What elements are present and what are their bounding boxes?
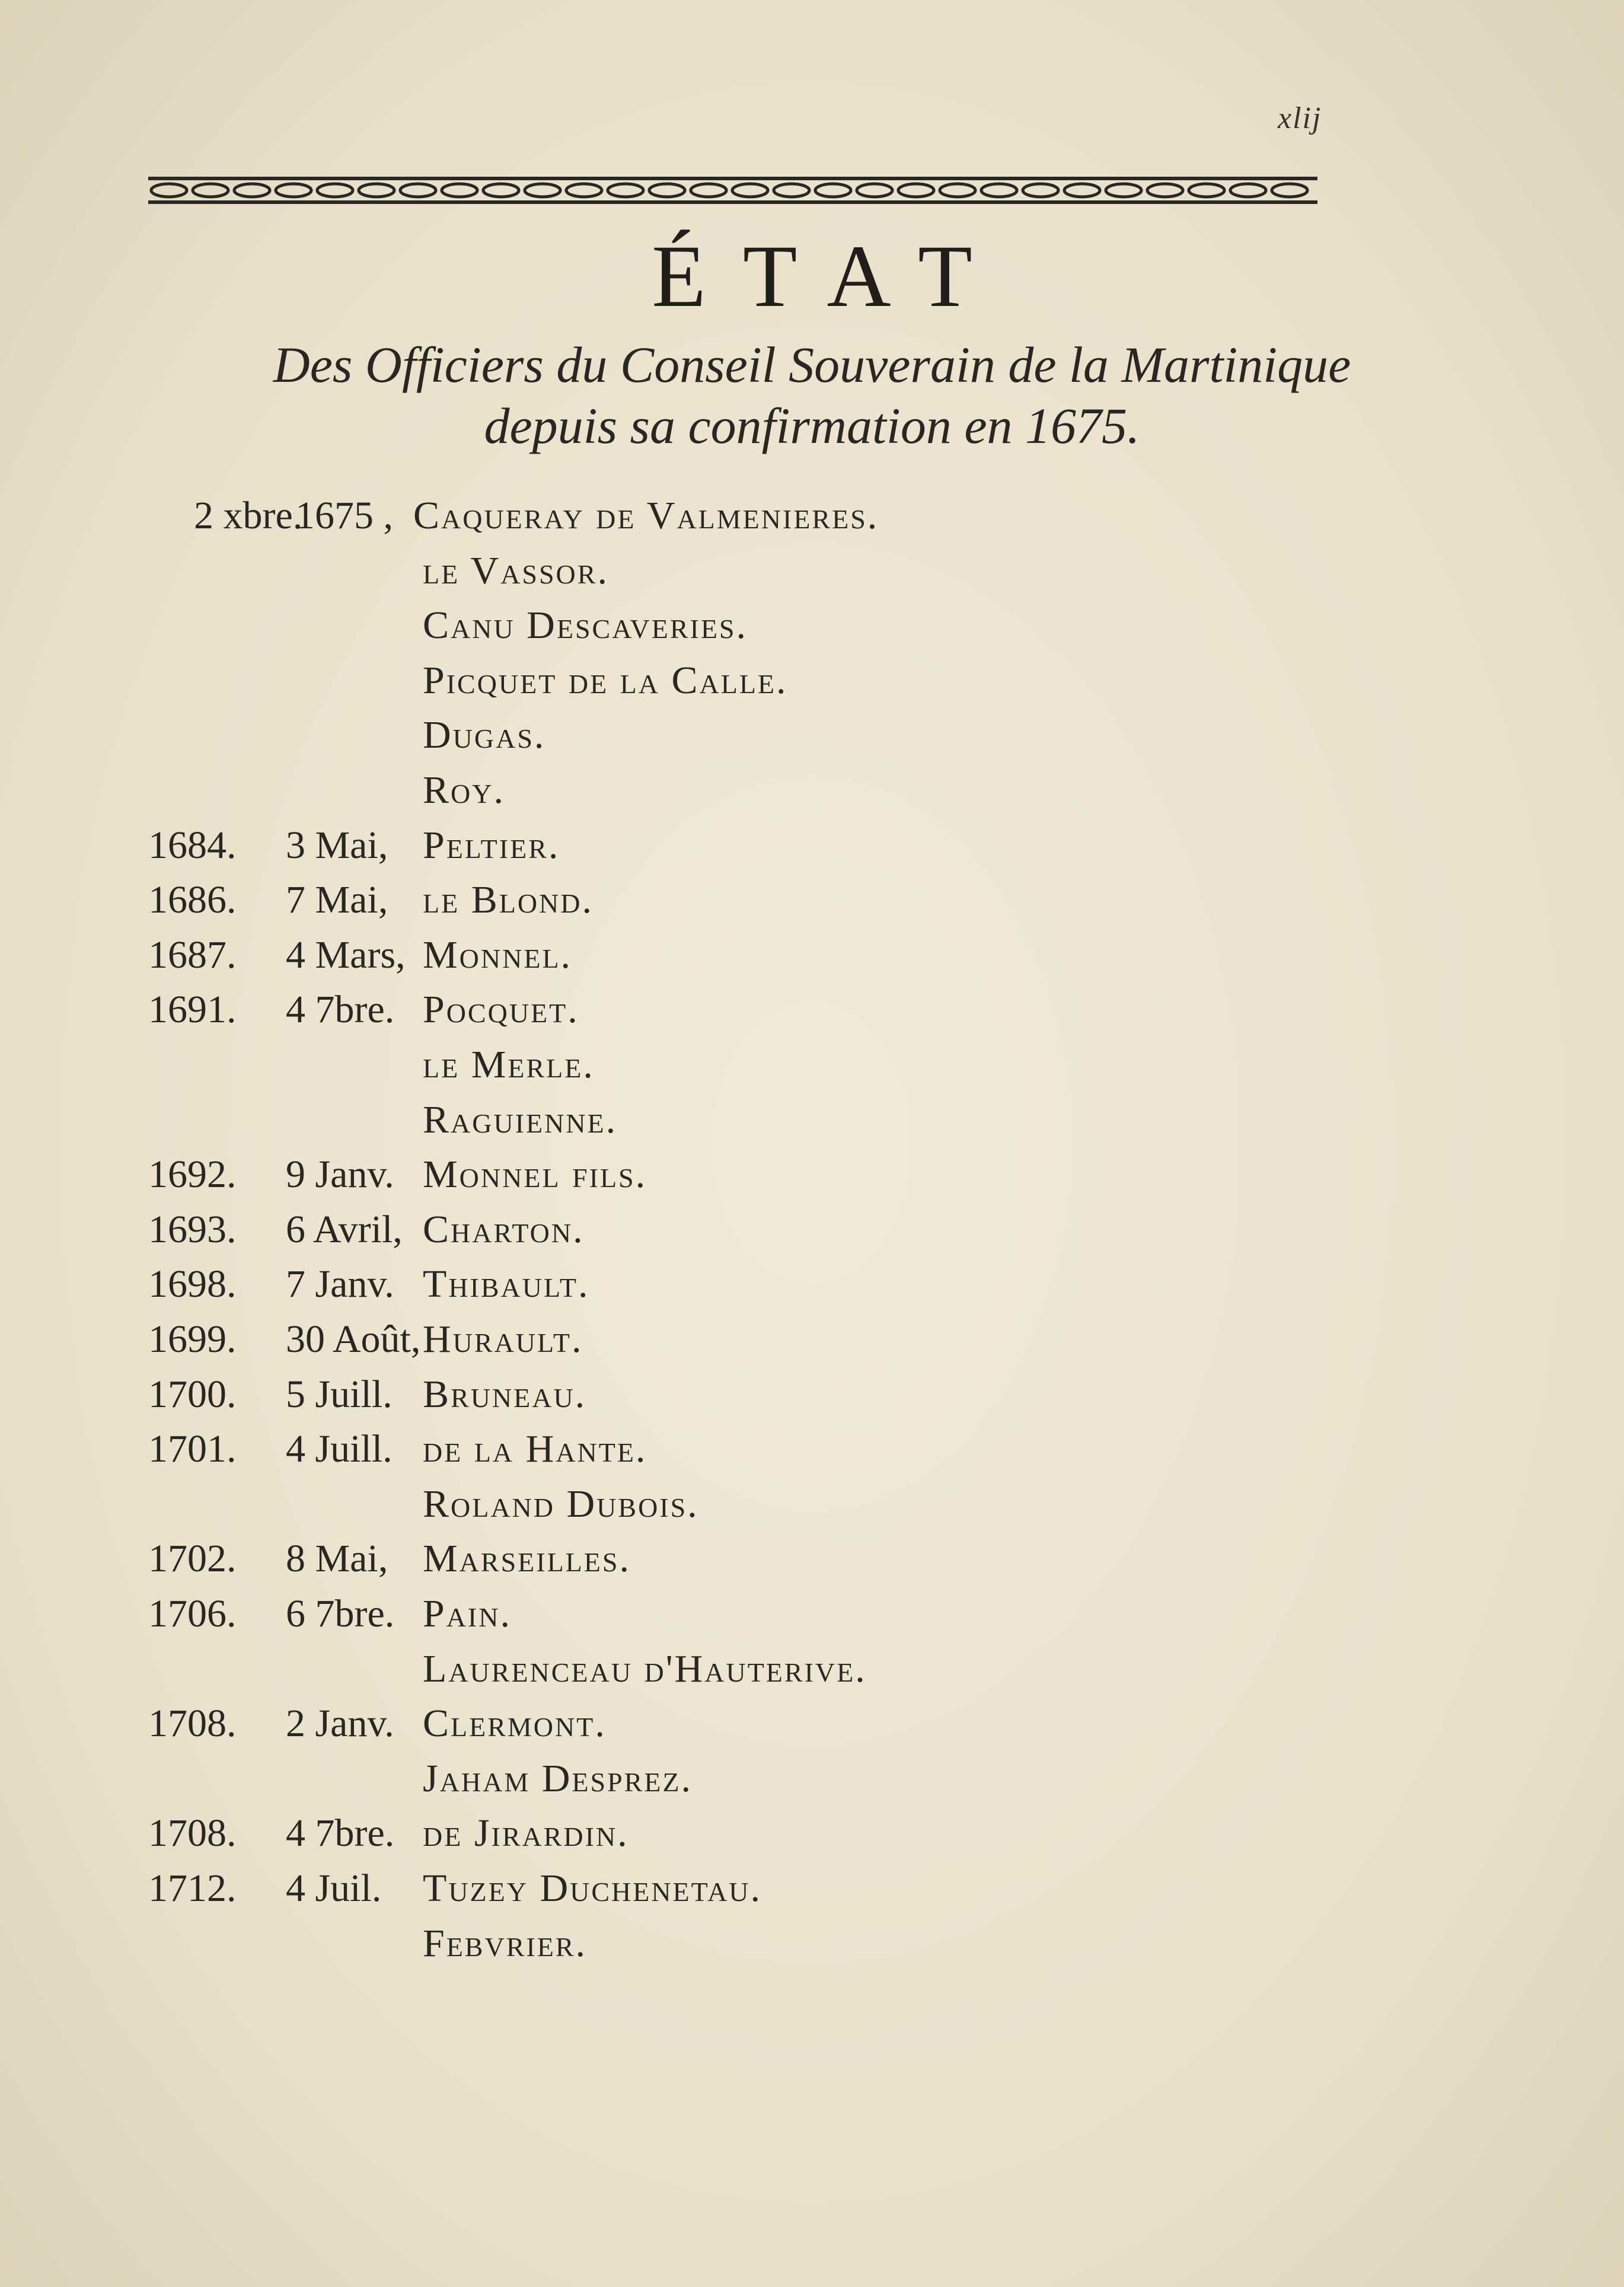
entry-date: 8 Mai,: [286, 1537, 388, 1580]
entry-name: Pain.: [423, 1592, 512, 1635]
officer-entry: [0, 713, 1624, 770]
entry-year: 1708.: [148, 1702, 237, 1745]
entry-name: Canu Descaveries.: [423, 604, 748, 647]
entry-name: Clermont.: [423, 1702, 607, 1745]
page-title: ÉTAT: [652, 227, 1009, 326]
entry-date: 7 Mai,: [286, 878, 388, 921]
page-number: xlij: [1278, 101, 1322, 135]
entry-name: Febvrier.: [423, 1922, 587, 1965]
officer-entry: [0, 987, 1624, 1044]
entry-name: Roland Dubois.: [423, 1482, 699, 1526]
entry-name: de la Hante.: [423, 1427, 647, 1471]
entry-year: 1686.: [148, 878, 237, 921]
entry-name: Monnel fils.: [423, 1153, 647, 1196]
officer-entry: [0, 1591, 1624, 1648]
officer-entry: [0, 933, 1624, 990]
entry-name: le Merle.: [423, 1043, 595, 1086]
officer-entry: [0, 1262, 1624, 1319]
officer-entry: [0, 1647, 1624, 1704]
entry-year: 1675 ,: [295, 494, 393, 537]
entry-year: 1708.: [148, 1811, 237, 1855]
entry-year: 1712.: [148, 1867, 237, 1910]
entry-date: 4 7bre.: [286, 1811, 395, 1855]
entry-date: 3 Mai,: [286, 824, 388, 867]
entry-name: Bruneau.: [423, 1373, 587, 1416]
entry-name: Jaham Desprez.: [423, 1757, 693, 1800]
entry-date: 4 Juil.: [286, 1867, 382, 1910]
officer-entry: [0, 1756, 1624, 1813]
officer-entry: [0, 603, 1624, 660]
entry-name: de Jirardin.: [423, 1811, 629, 1855]
officer-entry: [0, 1042, 1624, 1099]
entry-name: Charton.: [423, 1208, 585, 1251]
officer-entry: [0, 1921, 1624, 1978]
entry-name: le Vassor.: [423, 549, 609, 592]
entry-name: Marseilles.: [423, 1537, 631, 1580]
officer-entry: [0, 548, 1624, 605]
officer-entry: [0, 493, 1624, 550]
entry-name: le Blond.: [423, 878, 594, 921]
ornamental-border: [148, 173, 1317, 208]
entry-year: 1706.: [148, 1592, 237, 1635]
entry-date: 6 7bre.: [286, 1592, 395, 1635]
entry-date: 6 Avril,: [286, 1208, 403, 1251]
entry-date: 4 Juill.: [286, 1427, 393, 1471]
entry-year: 1702.: [148, 1537, 237, 1580]
officer-entry: [0, 1098, 1624, 1154]
entry-year: 1687.: [148, 933, 237, 977]
entry-date: 4 Mars,: [286, 933, 406, 977]
officer-entry: [0, 1536, 1624, 1593]
entry-name: Laurenceau d'Hauterive.: [423, 1647, 867, 1690]
officer-entry: [0, 1317, 1624, 1374]
entry-year: 1698.: [148, 1262, 237, 1306]
subtitle-line-2: depuis sa confirmation en 1675.: [484, 397, 1140, 454]
entry-name: Monnel.: [423, 933, 573, 977]
officer-entry: [0, 1811, 1624, 1868]
entry-year: 1699.: [148, 1318, 237, 1361]
entry-year: 1691.: [148, 988, 237, 1031]
entry-name: Raguienne.: [423, 1098, 618, 1141]
officer-entry: [0, 1866, 1624, 1923]
officer-entry: [0, 768, 1624, 825]
entry-name: Hurault.: [423, 1318, 583, 1361]
entry-date: 2 xbre.: [194, 494, 303, 537]
entry-date: 4 7bre.: [286, 988, 395, 1031]
entry-name: Picquet de la Calle.: [423, 659, 788, 702]
officer-entry: [0, 1152, 1624, 1209]
officer-entry: [0, 1427, 1624, 1484]
entry-name: Dugas.: [423, 713, 546, 757]
entry-year: 1684.: [148, 824, 237, 867]
entry-date: 2 Janv.: [286, 1702, 394, 1745]
officer-entry: [0, 1482, 1624, 1539]
entry-name: Peltier.: [423, 824, 560, 867]
entry-name: Thibault.: [423, 1262, 590, 1306]
entry-name: Roy.: [423, 768, 505, 812]
entry-name: Tuzey Duchenetau.: [423, 1867, 762, 1910]
entry-year: 1701.: [148, 1427, 237, 1471]
officer-entry: [0, 1207, 1624, 1264]
entry-year: 1693.: [148, 1208, 237, 1251]
entry-name: Caqueray de Valmenieres.: [413, 494, 879, 537]
entry-name: Pocquet.: [423, 988, 579, 1031]
entry-year: 1700.: [148, 1373, 237, 1416]
entry-date: 30 Août,: [286, 1318, 421, 1361]
officer-entry: [0, 658, 1624, 715]
officer-entry: [0, 823, 1624, 880]
officer-entry: [0, 878, 1624, 934]
officer-entry: [0, 1372, 1624, 1429]
entry-date: 5 Juill.: [286, 1373, 393, 1416]
entry-date: 7 Janv.: [286, 1262, 394, 1306]
officer-entry: [0, 1701, 1624, 1758]
subtitle-line-1: Des Officiers du Conseil Souverain de la Martinique: [273, 336, 1351, 393]
entry-date: 9 Janv.: [286, 1153, 394, 1196]
entry-year: 1692.: [148, 1153, 237, 1196]
